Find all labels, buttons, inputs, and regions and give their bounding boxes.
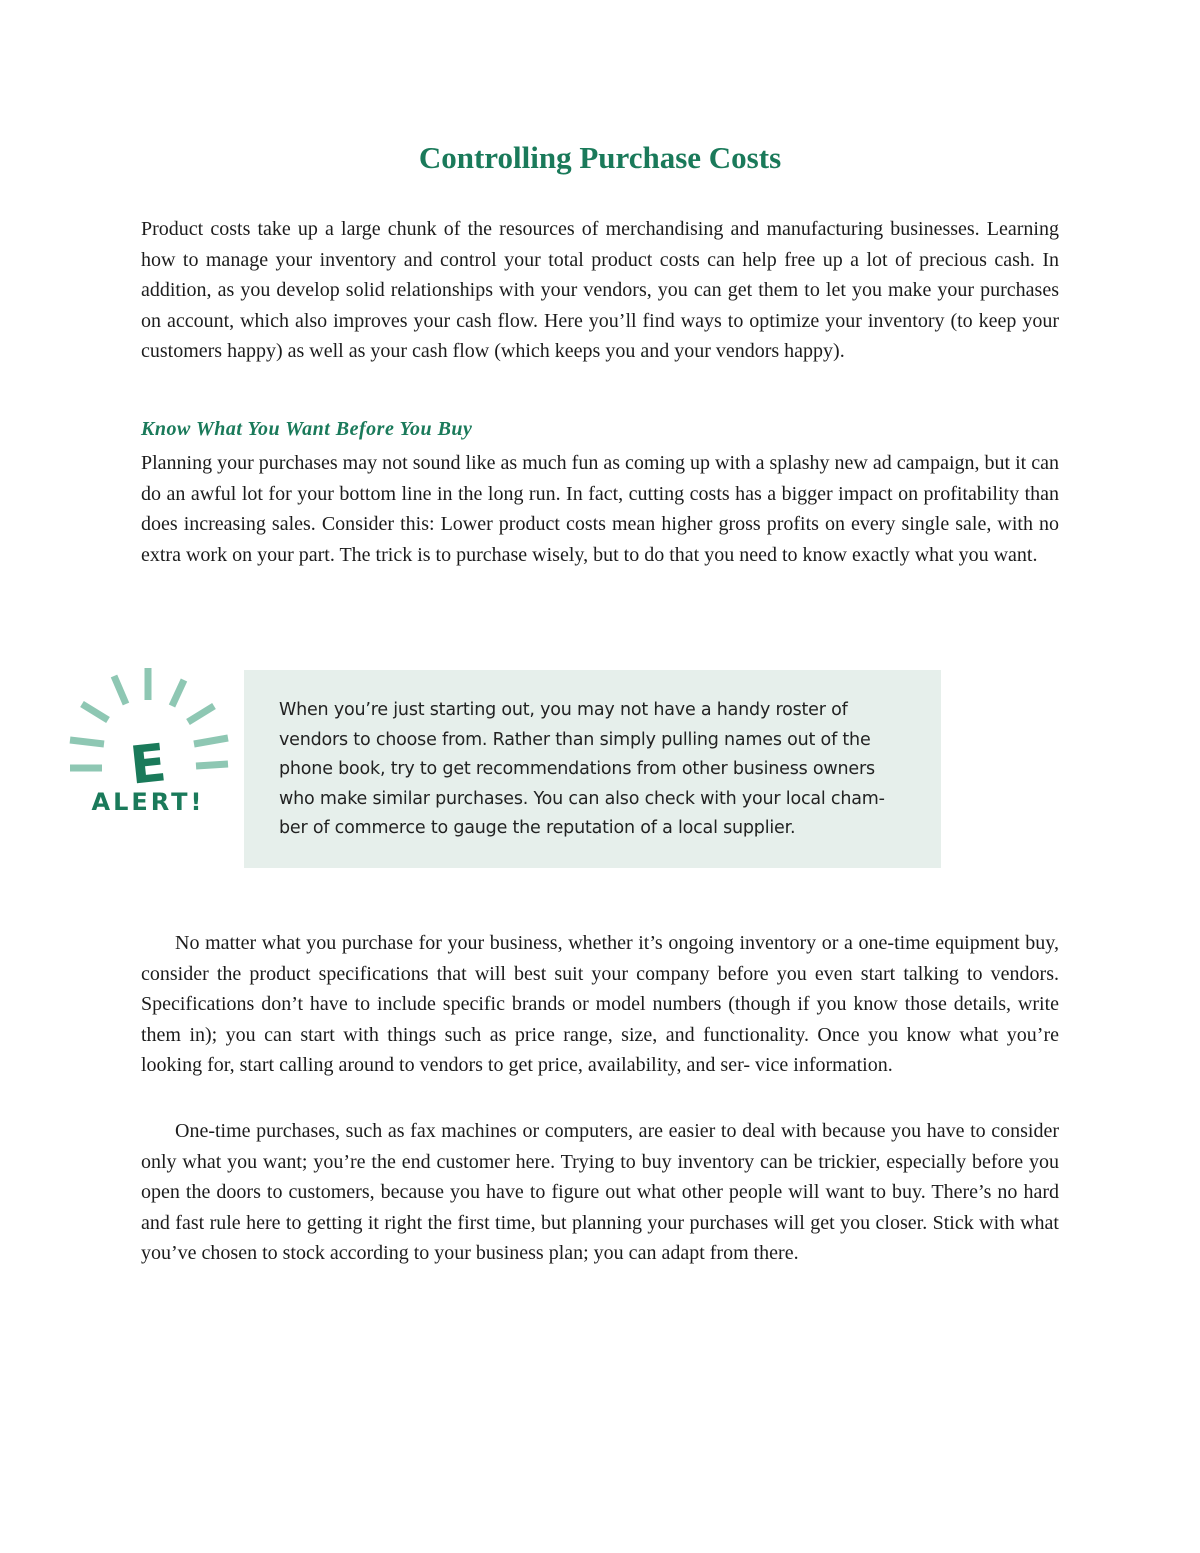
intro-paragraph: Product costs take up a large chunk of the resources of merchandising and manufacturing businesses. Learning how to manage your inventory and control your total product costs can help free up a lot of precious cash. In addition, as you develop solid relationships with your vendors, you can get them to let you make your purchases on account, which also improves your cash flow. Here you’ll find ways to optimize your inventory (to keep your customers happy) as well as your cash flow (which keeps you and your vendors happy).: [141, 218, 1059, 362]
body-paragraph-4: One-time purchases, such as fax machines or computers, are easier to deal with because you have to consider only what you want; you’re the end customer here. Trying to buy inventory can be trickier, especially before you open the doors to customers, because you have to figure out what other people will want to buy. There’s no hard and fast rule here to getting it right the first time, but planning your purchases will get you closer. Stick with what you’ve chosen to stock according to your business plan; you can adapt from there.: [141, 1120, 1059, 1264]
page-title: Controlling Purchase Costs: [418, 140, 782, 175]
section-paragraph: Planning your purchases may not sound like as much fun as coming up with a splashy new ad campaign, but it can do an awful lot for your bottom line in the long run. In fact, cutting costs has a bigger impact on profitability than does increasing sales. Consider this: Lower product costs mean higher gross profits on every single sale, with no extra work on your part. The trick is to purchase wisely, but to do that you need to know exactly what you want.: [141, 452, 1059, 566]
alert-burst-icon: [62, 664, 238, 824]
alert-callout-box: [244, 670, 941, 868]
alert-letter: E: [127, 733, 169, 797]
body-paragraph-3: No matter what you purchase for your business, whether it’s ongoing inventory or a one-time equipment buy, consider the product specifications that will best suit your company before you even start talking to vendors. Specifications don’t have to include specific brands or model numbers (though if you know those details, write them in); you can start with things such as price range, size, and functionality. Once you know what you’re looking for, start calling around to vendors to get price, availability, and ser- vice information.: [141, 932, 1059, 1076]
section-heading: Know What You Want Before You Buy: [141, 418, 473, 440]
alert-icon: [62, 664, 238, 824]
alert-label: ALERT!: [91, 788, 205, 816]
alert-text: When you’re just starting out, you may not have a handy roster of vendors to choose from. Rather than simply pulling names out of the phone book, try to get recommendations from other business owners who make similar purchases. You can also check with your local cham- ber of commerce to gauge the reputation of a local supplier.: [279, 700, 885, 838]
